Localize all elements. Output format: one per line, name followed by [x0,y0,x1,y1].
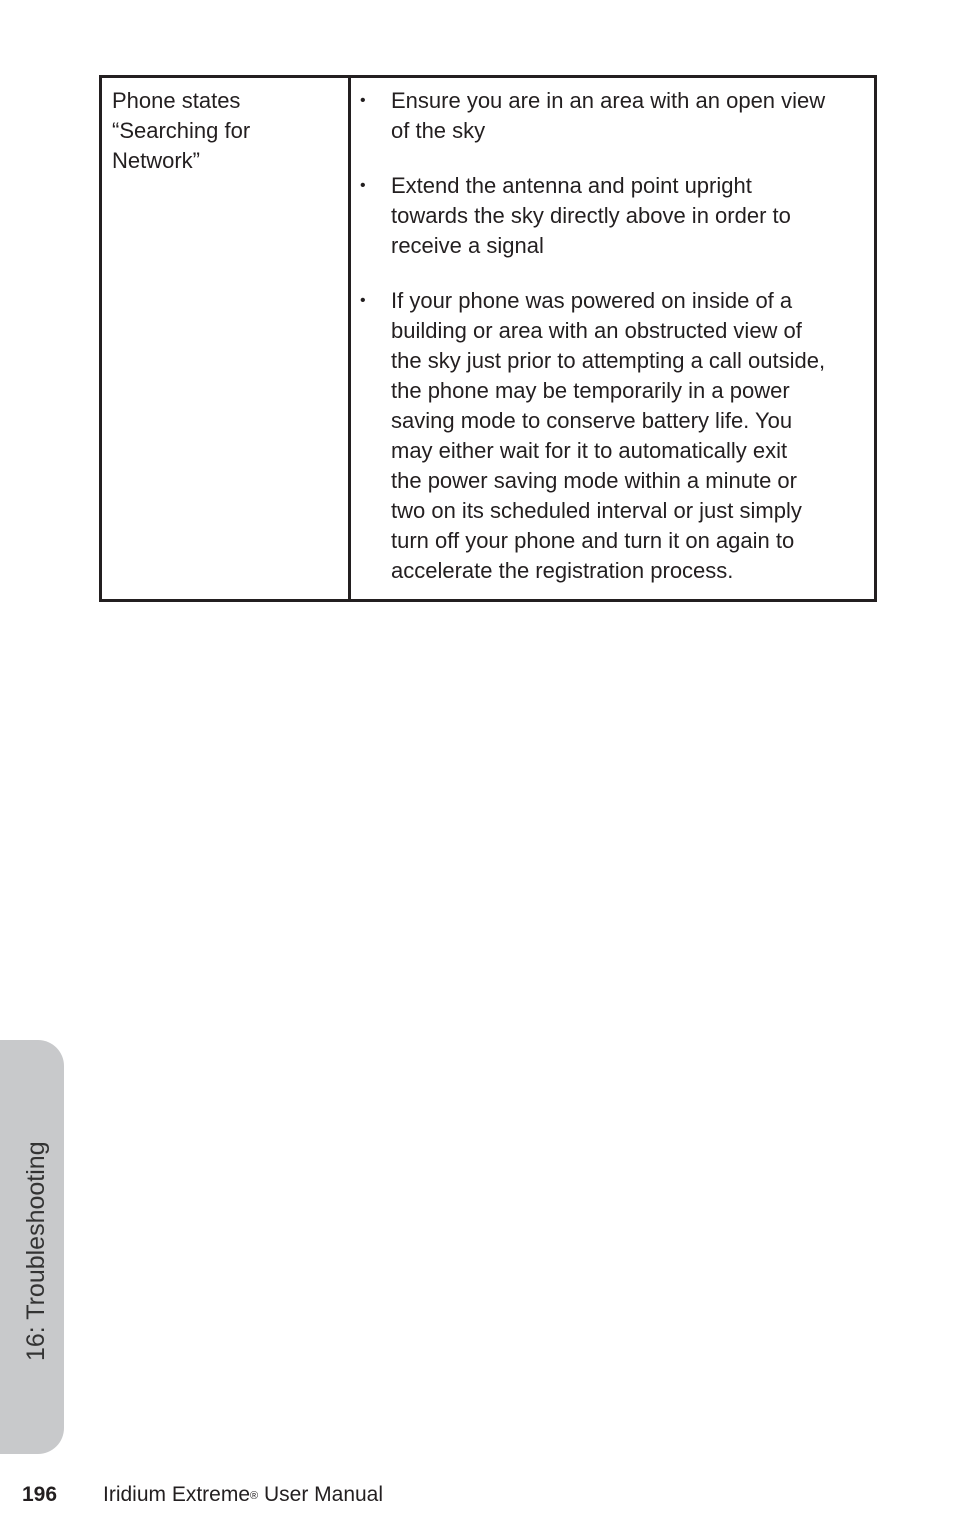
solution-text: Ensure you are in an area with an open view of the sky [391,88,826,143]
troubleshooting-table [99,75,877,602]
solution-item [351,286,866,586]
bullet-icon: • [360,92,366,109]
registered-mark: ® [250,1490,259,1502]
manual-title-suffix: User Manual [258,1483,384,1506]
solution-text: If your phone was powered on inside of a building or area with an obstructed view of the sky just prior to attempting a call outside, the phone may be temporarily in a power saving mode to conserve battery life. You may either wait for it to automatically exit the power saving mode within a minute or two on its scheduled interval or just simply turn off your phone and turn it on again to accelerate the registration process. [391,288,826,583]
solution-item [351,171,866,261]
solutions-cell [351,78,874,599]
bullet-icon: • [360,177,366,194]
symptom-line: Phone states [112,88,241,113]
solution-item [351,86,866,146]
symptom-cell [102,78,351,599]
symptom-line: Network” [112,148,201,173]
manual-title: Iridium Extreme [103,1483,251,1506]
chapter-tab-label: 16: Troubleshooting [22,1141,50,1361]
page-footer [22,1481,383,1509]
page-number: 196 [22,1483,58,1506]
bullet-icon: • [360,292,366,309]
solution-text: Extend the antenna and point upright towards the sky directly above in order to receive a signal [391,173,791,258]
symptom-line: “Searching for [112,118,251,143]
